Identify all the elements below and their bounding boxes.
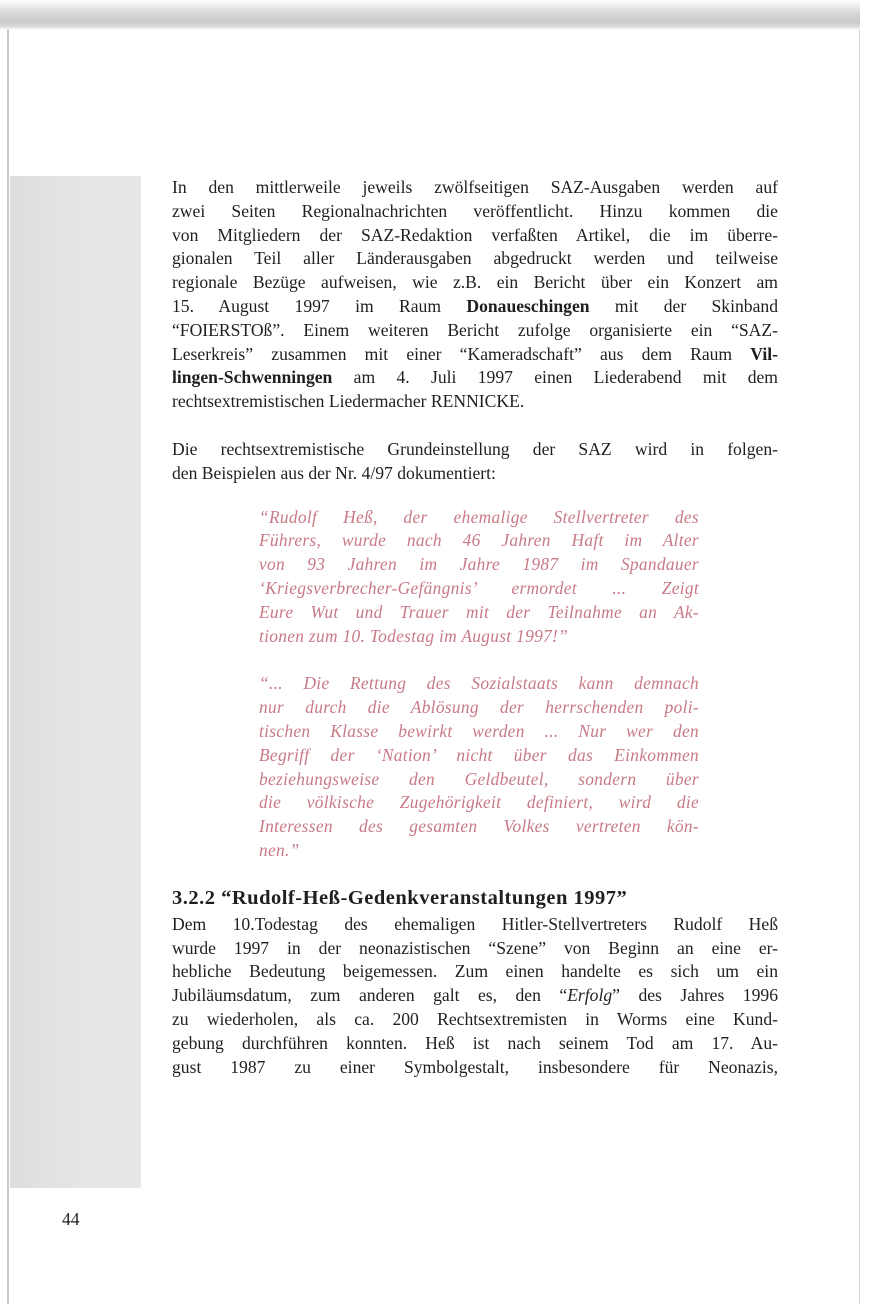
- quote-line: nen.”: [259, 839, 300, 860]
- paragraph-regional-news: [172, 176, 778, 414]
- text-segment: 15. August 1997 im Raum: [172, 295, 467, 316]
- text-line: “FOIERSTOß”. Einem weiteren Bericht zufolge organisierte ein “SAZ-: [172, 319, 778, 340]
- page-number: 44: [62, 1209, 80, 1229]
- text-line: [172, 343, 778, 367]
- paragraph-hess-anniversary: [172, 913, 778, 1080]
- quote-line: nur durch die Ablösung der herrschenden poli-: [259, 697, 699, 718]
- text-line: [172, 295, 778, 319]
- text-line: von Mitgliedern der SAZ-Redaktion verfaßten Artikel, die im überre-: [172, 224, 778, 245]
- text-line: gust 1987 zu einer Symbolgestalt, insbesondere für Neonazis,: [172, 1056, 778, 1077]
- text-segment: Jubiläumsdatum, zum anderen galt es, den “: [172, 985, 568, 1006]
- place-donaueschingen: Donaueschingen: [466, 295, 590, 316]
- text-segment: am 4. Juli 1997 einen Liederabend mit dem: [332, 367, 778, 388]
- text-line: Dem 10.Todestag des ehemaligen Hitler-Stellvertreters Rudolf Heß: [172, 913, 778, 934]
- quote-line: “... Die Rettung des Sozialstaats kann demnach: [259, 673, 699, 694]
- quote-line: ‘Kriegsverbrecher-Gefängnis’ ermordet ... Zeigt: [259, 577, 699, 598]
- quote-line: Eure Wut und Trauer mit der Teilnahme an Ak-: [259, 601, 699, 622]
- quote-line: Führers, wurde nach 46 Jahren Haft im Alter: [259, 530, 699, 551]
- place-villingen-part2: lingen-Schwenningen: [172, 367, 333, 388]
- margin-gray-block: [10, 176, 141, 1188]
- page-left-edge: [7, 30, 9, 1304]
- scan-top-shadow: [0, 0, 878, 30]
- quote-sozialstaat: [259, 672, 699, 862]
- text-line: [172, 366, 778, 390]
- text-line: rechtsextremistischen Liedermacher RENNICKE.: [172, 391, 525, 412]
- text-line: In den mittlerweile jeweils zwölfseitigen SAZ-Ausgaben werden auf: [172, 177, 778, 197]
- page-right-edge: [859, 30, 860, 1304]
- text-line: [172, 984, 778, 1008]
- quote-line: Interessen des gesamten Volkes vertreten kön-: [259, 816, 699, 837]
- text-segment: Leserkreis” zusammen mit einer “Kameradschaft” aus dem Raum: [172, 343, 751, 364]
- quote-hess: [259, 506, 699, 649]
- text-segment: ” des Jahres 1996: [612, 985, 778, 1006]
- text-segment: mit der Skinband: [589, 295, 778, 316]
- emphasis-erfolg: Erfolg: [567, 985, 613, 1006]
- quote-line: die völkische Zugehörigkeit definiert, wird die: [259, 792, 699, 813]
- text-line: Die rechtsextremistische Grundeinstellung der SAZ wird in folgen-: [172, 438, 778, 459]
- text-line: den Beispielen aus der Nr. 4/97 dokumentiert:: [172, 462, 496, 483]
- text-line: zu wiederholen, als ca. 200 Rechtsextremisten in Worms eine Kund-: [172, 1008, 778, 1029]
- page-content: [172, 176, 778, 1079]
- quote-line: von 93 Jahren im Jahre 1987 im Spandauer: [259, 554, 699, 575]
- quote-line: “Rudolf Heß, der ehemalige Stellvertreter des: [259, 506, 699, 527]
- quote-line: Begriff der ‘Nation’ nicht über das Einkommen: [259, 744, 699, 765]
- section-heading: 3.2.2 “Rudolf-Heß-Gedenkveranstaltungen 1997”: [172, 886, 628, 909]
- text-line: hebliche Bedeutung beigemessen. Zum einen handelte es sich um ein: [172, 961, 778, 982]
- text-line: gionalen Teil aller Länderausgaben abgedruckt werden und teilweise: [172, 248, 778, 269]
- text-line: wurde 1997 in der neonazistischen “Szene” von Beginn an eine er-: [172, 937, 778, 958]
- quote-line: beziehungsweise den Geldbeutel, sondern über: [259, 768, 699, 789]
- scan-top-right-margin: [860, 0, 878, 30]
- quote-line: tionen zum 10. Todestag im August 1997!”: [259, 625, 569, 646]
- text-line: regionale Bezüge aufweisen, wie z.B. ein Bericht über ein Konzert am: [172, 272, 778, 293]
- paragraph-intro-examples: [172, 438, 778, 486]
- place-villingen-part1: Vil-: [750, 343, 778, 364]
- text-line: zwei Seiten Regionalnachrichten veröffentlicht. Hinzu kommen die: [172, 200, 778, 221]
- text-line: gebung durchführen konnten. Heß ist nach seinem Tod am 17. Au-: [172, 1032, 778, 1053]
- quote-line: tischen Klasse bewirkt werden ... Nur wer den: [259, 720, 699, 741]
